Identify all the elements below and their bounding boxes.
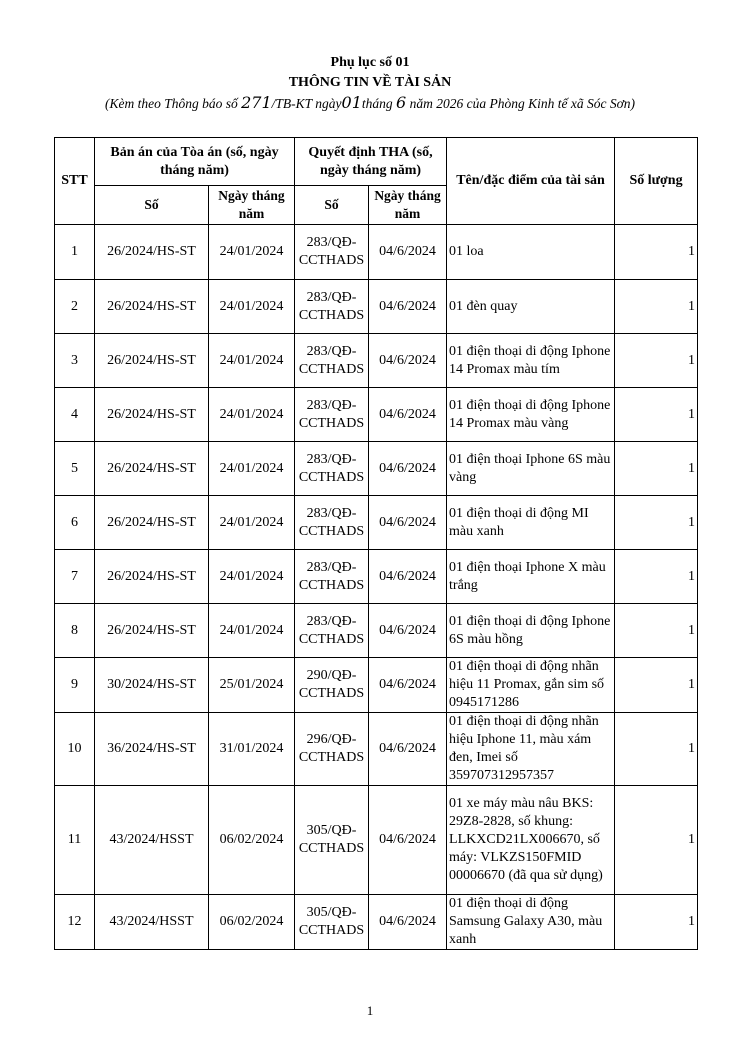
- row-stt: 5: [55, 442, 95, 496]
- row-judgment-date: 24/01/2024: [209, 280, 295, 334]
- row-decision-number: 290/QĐ-CCTHADS: [295, 658, 369, 713]
- header-judgment-date: Ngày tháng năm: [209, 186, 295, 225]
- row-asset: 01 đèn quay: [447, 280, 615, 334]
- table-row: [55, 713, 698, 786]
- row-decision-number: 283/QĐ-CCTHADS: [295, 280, 369, 334]
- row-decision-number: 296/QĐ-CCTHADS: [295, 713, 369, 786]
- row-asset: 01 loa: [447, 225, 615, 280]
- document-subtitle: THÔNG TIN VỀ TÀI SẢN: [288, 75, 452, 90]
- row-stt: 1: [55, 225, 95, 280]
- row-judgment-date: 24/01/2024: [209, 496, 295, 550]
- table-row: [55, 496, 698, 550]
- row-quantity: 1: [615, 388, 698, 442]
- row-judgment-date: 24/01/2024: [209, 334, 295, 388]
- row-judgment-date: 24/01/2024: [209, 388, 295, 442]
- appendix-title: Phụ lục số 01: [330, 55, 410, 70]
- header-asset: Tên/đặc điểm của tài sản: [447, 138, 615, 225]
- note-suffix: năm 2026 của Phòng Kinh tế xã Sóc Sơn): [406, 96, 636, 111]
- header-stt: STT: [55, 138, 95, 225]
- row-quantity: 1: [615, 442, 698, 496]
- row-asset: 01 điện thoại di động MI màu xanh: [447, 496, 615, 550]
- row-quantity: 1: [615, 713, 698, 786]
- row-decision-number: 283/QĐ-CCTHADS: [295, 388, 369, 442]
- row-judgment-date: 24/01/2024: [209, 550, 295, 604]
- row-judgment-number: 26/2024/HS-ST: [95, 442, 209, 496]
- row-quantity: 1: [615, 225, 698, 280]
- row-stt: 3: [55, 334, 95, 388]
- row-decision-date: 04/6/2024: [369, 550, 447, 604]
- row-decision-date: 04/6/2024: [369, 334, 447, 388]
- header-judgment: Bản án của Tòa án (số, ngày tháng năm): [95, 138, 295, 186]
- row-stt: 6: [55, 496, 95, 550]
- row-quantity: 1: [615, 334, 698, 388]
- row-decision-date: 04/6/2024: [369, 388, 447, 442]
- row-judgment-number: 26/2024/HS-ST: [95, 334, 209, 388]
- row-judgment-number: 26/2024/HS-ST: [95, 225, 209, 280]
- page-number: 1: [366, 1003, 374, 1018]
- note-prefix: (Kèm theo Thông báo số: [104, 96, 242, 111]
- handwritten-month: 6: [396, 93, 407, 112]
- row-quantity: 1: [615, 658, 698, 713]
- row-quantity: 1: [615, 895, 698, 950]
- row-judgment-number: 26/2024/HS-ST: [95, 388, 209, 442]
- note-middle-2: tháng: [361, 96, 397, 111]
- row-stt: 2: [55, 280, 95, 334]
- row-judgment-number: 43/2024/HSST: [95, 786, 209, 895]
- row-decision-date: 04/6/2024: [369, 786, 447, 895]
- row-judgment-date: 24/01/2024: [209, 604, 295, 658]
- table-row: [55, 895, 698, 950]
- row-stt: 12: [55, 895, 95, 950]
- row-decision-number: 283/QĐ-CCTHADS: [295, 496, 369, 550]
- header-judgment-number: Số: [95, 186, 209, 225]
- row-judgment-number: 36/2024/HS-ST: [95, 713, 209, 786]
- table-row: [55, 388, 698, 442]
- row-decision-date: 04/6/2024: [369, 604, 447, 658]
- row-decision-number: 283/QĐ-CCTHADS: [295, 604, 369, 658]
- row-judgment-date: 24/01/2024: [209, 442, 295, 496]
- row-stt: 10: [55, 713, 95, 786]
- header-decision: Quyết định THA (số, ngày tháng năm): [295, 138, 447, 186]
- row-judgment-number: 26/2024/HS-ST: [95, 280, 209, 334]
- row-decision-number: 305/QĐ-CCTHADS: [295, 895, 369, 950]
- row-quantity: 1: [615, 604, 698, 658]
- row-quantity: 1: [615, 280, 698, 334]
- table-row: [55, 225, 698, 280]
- row-decision-number: 283/QĐ-CCTHADS: [295, 225, 369, 280]
- row-decision-date: 04/6/2024: [369, 713, 447, 786]
- table-row: [55, 658, 698, 713]
- row-judgment-date: 31/01/2024: [209, 713, 295, 786]
- row-decision-date: 04/6/2024: [369, 225, 447, 280]
- row-decision-date: 04/6/2024: [369, 280, 447, 334]
- row-asset: 01 điện thoại di động Samsung Galaxy A30, màu xanh: [447, 895, 615, 950]
- row-judgment-number: 26/2024/HS-ST: [95, 604, 209, 658]
- row-decision-number: 283/QĐ-CCTHADS: [295, 442, 369, 496]
- asset-table: [54, 137, 698, 950]
- table-row: [55, 786, 698, 895]
- table-row: [55, 442, 698, 496]
- row-decision-date: 04/6/2024: [369, 442, 447, 496]
- row-judgment-date: 25/01/2024: [209, 658, 295, 713]
- row-asset: 01 điện thoại di động nhãn hiệu Iphone 11, màu xám đen, Imei số 359707312957357: [447, 713, 615, 786]
- handwritten-day: 01: [341, 93, 362, 112]
- row-decision-number: 305/QĐ-CCTHADS: [295, 786, 369, 895]
- row-stt: 4: [55, 388, 95, 442]
- note-middle-1: /TB-KT ngày: [271, 96, 342, 111]
- row-asset: 01 điện thoại di động Iphone 14 Promax màu vàng: [447, 388, 615, 442]
- row-judgment-number: 43/2024/HSST: [95, 895, 209, 950]
- row-judgment-number: 30/2024/HS-ST: [95, 658, 209, 713]
- row-quantity: 1: [615, 550, 698, 604]
- table-row: [55, 604, 698, 658]
- row-decision-date: 04/6/2024: [369, 658, 447, 713]
- row-stt: 11: [55, 786, 95, 895]
- header-decision-number: Số: [295, 186, 369, 225]
- table-row: [55, 550, 698, 604]
- row-decision-number: 283/QĐ-CCTHADS: [295, 550, 369, 604]
- asset-table-body: [55, 225, 698, 950]
- row-asset: 01 điện thoại Iphone 6S màu vàng: [447, 442, 615, 496]
- header-quantity: Số lượng: [615, 138, 698, 225]
- row-decision-number: 283/QĐ-CCTHADS: [295, 334, 369, 388]
- row-judgment-date: 06/02/2024: [209, 895, 295, 950]
- row-judgment-date: 06/02/2024: [209, 786, 295, 895]
- row-asset: 01 xe máy màu nâu BKS: 29Z8-2828, số khung: LLKXCD21LX006670, số máy: VLKZS150FMID 00006670 (đã qua sử dụng): [447, 786, 615, 895]
- row-asset: 01 điện thoại Iphone X màu trắng: [447, 550, 615, 604]
- row-asset: 01 điện thoại di động Iphone 14 Promax màu tím: [447, 334, 615, 388]
- table-row: [55, 280, 698, 334]
- handwritten-notice-number: 271: [241, 93, 272, 112]
- row-stt: 8: [55, 604, 95, 658]
- document-note: [0, 93, 740, 112]
- row-asset: 01 điện thoại di động nhãn hiệu 11 Promax, gắn sim số 0945171286: [447, 658, 615, 713]
- row-judgment-number: 26/2024/HS-ST: [95, 550, 209, 604]
- row-judgment-date: 24/01/2024: [209, 225, 295, 280]
- row-decision-date: 04/6/2024: [369, 496, 447, 550]
- row-quantity: 1: [615, 496, 698, 550]
- header-decision-date: Ngày tháng năm: [369, 186, 447, 225]
- row-asset: 01 điện thoại di động Iphone 6S màu hồng: [447, 604, 615, 658]
- row-stt: 9: [55, 658, 95, 713]
- row-decision-date: 04/6/2024: [369, 895, 447, 950]
- row-quantity: 1: [615, 786, 698, 895]
- row-judgment-number: 26/2024/HS-ST: [95, 496, 209, 550]
- table-row: [55, 334, 698, 388]
- row-stt: 7: [55, 550, 95, 604]
